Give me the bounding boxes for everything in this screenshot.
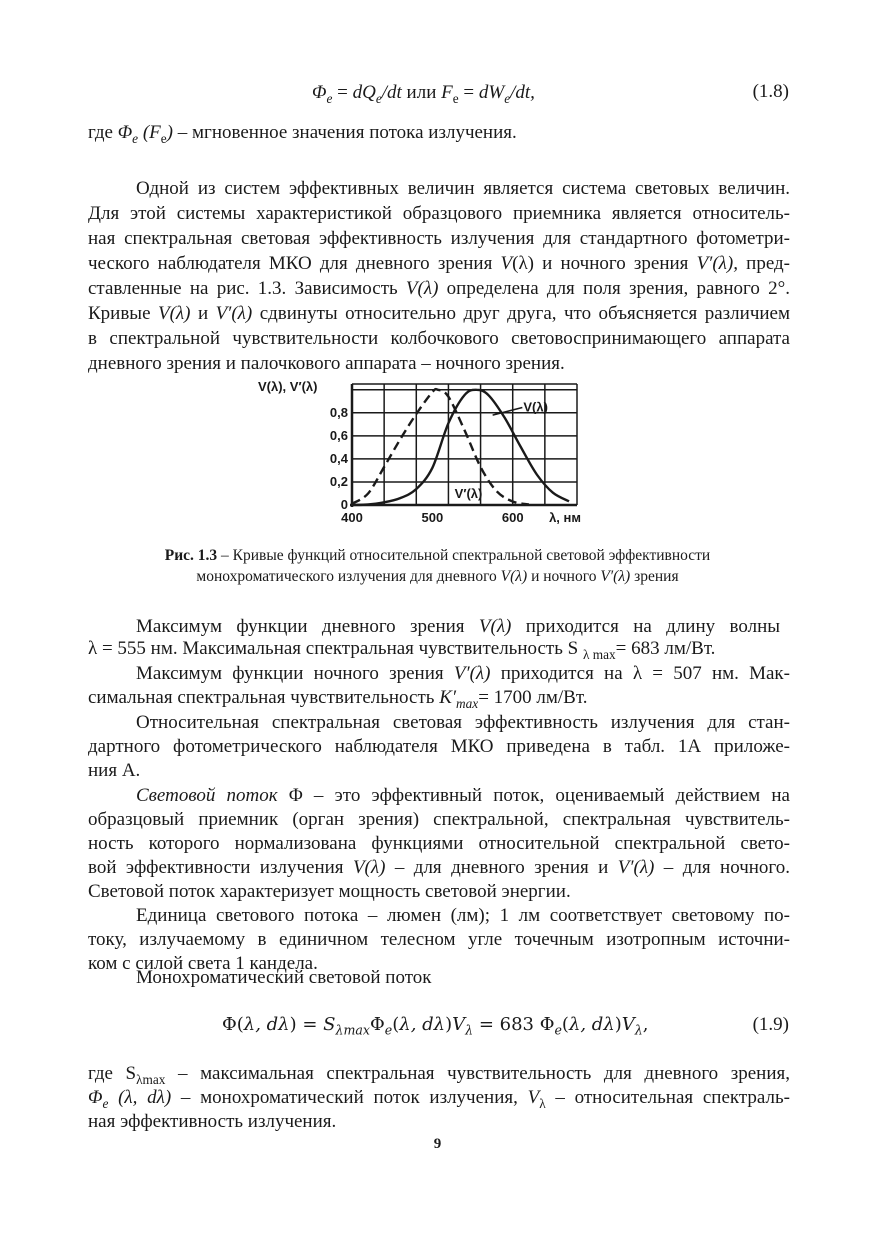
text: сдвинуты относительно друг друга, что объясняется различием	[252, 303, 790, 324]
eq-symbol: Φ	[312, 82, 327, 103]
text: ческого наблюдателя МКО для дневного зрения	[88, 253, 501, 274]
paragraph-line: ния А.	[88, 760, 141, 781]
text: Φ – это эффективный поток, оцениваемый действием на	[277, 785, 790, 806]
symbol: V(λ)	[157, 303, 191, 324]
sub: e	[132, 130, 139, 146]
y-tick-label: 0	[340, 497, 348, 512]
symbol: V′(λ),	[696, 253, 738, 274]
paragraph-line: Световой поток характеризует мощность световой энергии.	[88, 881, 571, 902]
paragraph-line: ная эффективность излучения.	[88, 1111, 337, 1132]
paragraph-line: Одной из систем эффективных величин является система световых величин.	[136, 178, 790, 199]
eq-text: (	[561, 1014, 569, 1035]
paragraph-line: Единица светового потока – люмен (лм); 1 лм соответствует световому по-	[136, 905, 790, 926]
text: Максимум функции дневного зрения	[136, 616, 479, 637]
paragraph-line: Относительная спектральная световая эффективность излучения для стан-	[136, 712, 790, 733]
sub: max	[456, 695, 479, 711]
symbol: V(λ)	[352, 857, 386, 878]
symbol: V(λ)	[500, 568, 528, 585]
sub: e	[102, 1095, 109, 1111]
paragraph-line: дневного зрения и палочкового аппарата – ночного зрения.	[88, 353, 565, 374]
where-line	[88, 120, 517, 145]
paragraph-line: ность которого нормализована функциями относительной спектральной свето-	[88, 833, 790, 854]
text: – для ночного.	[654, 857, 790, 878]
eq-text: ,	[642, 1014, 649, 1035]
eq-sub: e	[384, 1022, 393, 1038]
eq-text: Φ(	[222, 1014, 244, 1035]
page-number: 9	[433, 1136, 442, 1152]
x-tick-label: 400	[341, 510, 363, 525]
text: λ = 555 нм. Максимальная спектральная чувствительность S	[88, 638, 583, 659]
eq-symbol: λ, dλ	[399, 1014, 446, 1035]
x-axis-label: λ, нм	[549, 510, 581, 525]
text: – мгновенное значения потока излучения.	[173, 122, 517, 143]
text: определена для поля зрения, равного 2°.	[438, 278, 790, 299]
text: = 1700 лм/Вт.	[478, 687, 588, 708]
text: и	[190, 303, 216, 324]
paragraph-line: Монохроматический световой поток	[136, 967, 432, 988]
eq-text: =	[332, 82, 353, 103]
eq-symbol: S	[323, 1014, 336, 1035]
symbol: )	[166, 122, 173, 143]
eq-symbol: /dt,	[510, 82, 535, 103]
term: Световой поток	[136, 785, 278, 806]
paragraph-line	[88, 855, 790, 881]
paragraph-line: ная спектральная световая эффективность излучения для стандартного фотометри-	[88, 228, 790, 249]
x-tick-label: 500	[421, 510, 444, 525]
equation-1-9	[222, 1012, 649, 1037]
paragraph-line	[88, 1085, 790, 1111]
text: – монохроматический поток излучения,	[171, 1087, 528, 1108]
y-tick-label: 0,2	[329, 473, 348, 489]
text: где S	[88, 1063, 137, 1084]
figure-caption	[0, 566, 875, 587]
caption-text: зрения	[630, 568, 679, 585]
symbol: V	[500, 253, 513, 274]
text: где	[88, 122, 118, 143]
eq-symbol: λ, dλ	[243, 1014, 290, 1035]
annotation-v: V(λ)	[523, 399, 548, 415]
symbol: V(λ)	[478, 616, 512, 637]
paragraph-line	[88, 685, 587, 710]
eq-sub: e	[326, 90, 333, 106]
text: – относительная спектраль-	[545, 1087, 790, 1108]
equation-1-8	[312, 80, 535, 105]
symbol: V(λ)	[405, 278, 439, 299]
symbol: (F	[138, 122, 161, 143]
eq-text: )	[614, 1014, 622, 1035]
caption-text: монохроматического излучения для дневного	[196, 568, 501, 585]
equation-number: (1.8)	[752, 81, 789, 102]
text: пред-	[737, 253, 790, 274]
paragraph-line	[88, 301, 790, 327]
symbol: V′(λ)	[617, 857, 655, 878]
paragraph-line	[136, 783, 790, 809]
paragraph-line	[88, 1061, 790, 1087]
paragraph-line	[136, 661, 790, 687]
eq-text: (	[392, 1014, 400, 1035]
eq-symbol: dQ	[352, 82, 376, 103]
symbol: K′	[439, 687, 457, 708]
spectral-efficiency-chart	[255, 377, 595, 531]
eq-sub: λmax	[335, 1022, 371, 1038]
paragraph-line: в спектральной чувствительности колбочкового световоспринимающего аппарата	[88, 328, 790, 349]
caption-text: – Кривые функций относительной спектральной световой эффективности	[217, 547, 711, 564]
eq-text: Φ	[370, 1014, 385, 1035]
text: вой эффективности излучения	[88, 857, 353, 878]
paragraph-line	[88, 276, 790, 302]
eq-text: )	[445, 1014, 453, 1035]
x-tick-label: 600	[501, 510, 524, 525]
eq-sub: λ	[465, 1022, 474, 1038]
symbol: V′(λ)	[600, 568, 631, 585]
paragraph-line: дартного фотометрического наблюдателя МКО приведена в табл. 1А приложе-	[88, 736, 790, 757]
eq-sub: e	[504, 90, 511, 106]
annotation-v-prime: V′(λ)	[454, 486, 483, 502]
symbol: V	[527, 1087, 540, 1108]
text: – для дневного зрения и	[385, 857, 618, 878]
symbol: Φ	[117, 122, 133, 143]
paragraph-line	[88, 251, 790, 277]
y-tick-label: 0,6	[329, 427, 348, 443]
eq-text: =	[458, 82, 479, 103]
text: симальная спектральная чувствительность	[88, 687, 440, 708]
eq-symbol: λ, dλ	[568, 1014, 615, 1035]
paragraph-line: образцовый приемник (орган зрения) спектральной, спектральная чувствитель-	[88, 809, 790, 830]
sub: λ	[539, 1095, 546, 1111]
text: ставленные на рис. 1.3. Зависимость	[88, 278, 406, 299]
eq-symbol: F	[441, 82, 453, 103]
eq-symbol: dW	[478, 82, 505, 103]
eq-sub: e	[452, 90, 459, 106]
text: Кривые	[88, 303, 158, 324]
text: – максимальная спектральная чувствительность для дневного зрения,	[165, 1063, 790, 1084]
symbol: V′(λ)	[215, 303, 253, 324]
eq-symbol: V	[452, 1014, 466, 1035]
symbol: (λ, dλ)	[108, 1087, 172, 1108]
eq-sub: λ	[634, 1022, 643, 1038]
eq-text: = 683 Φ	[473, 1014, 555, 1035]
y-tick-label: 0,8	[329, 404, 348, 420]
eq-text: или	[401, 82, 442, 103]
symbol: V′(λ)	[453, 663, 491, 684]
figure-caption	[0, 545, 875, 566]
eq-text: ) =	[289, 1014, 324, 1035]
text: (λ) и ночного зрения	[512, 253, 697, 274]
y-axis-label: V(λ), V′(λ)	[258, 379, 318, 394]
paragraph-line: Для этой системы характеристикой образцового приемника является относитель-	[88, 203, 790, 224]
annotation-leader	[493, 408, 523, 416]
sub: e	[160, 130, 167, 146]
caption-label: Рис. 1.3	[164, 547, 218, 564]
text: приходится на длину волны	[511, 616, 781, 637]
text: Максимум функции ночного зрения	[136, 663, 454, 684]
eq-sub: e	[554, 1022, 562, 1038]
y-tick-label: 0,4	[329, 450, 348, 466]
caption-text: и ночного	[527, 568, 601, 585]
symbol: Φ	[88, 1087, 103, 1108]
text: приходится на λ = 507 нм. Мак-	[490, 663, 790, 684]
sub: λ max	[582, 646, 616, 662]
eq-sub: e	[375, 90, 382, 106]
eq-symbol: /dt	[381, 82, 402, 103]
sub: λmax	[136, 1071, 166, 1087]
equation-number: (1.9)	[752, 1014, 789, 1035]
paragraph-line: току, излучаемому в единичном телесном угле точечным изотропным источни-	[88, 929, 790, 950]
text: = 683 лм/Вт.	[615, 638, 716, 659]
paragraph-line	[88, 636, 715, 661]
paragraph-line: ком с силой света 1 кандела.	[88, 953, 318, 974]
eq-symbol: V	[621, 1014, 635, 1035]
